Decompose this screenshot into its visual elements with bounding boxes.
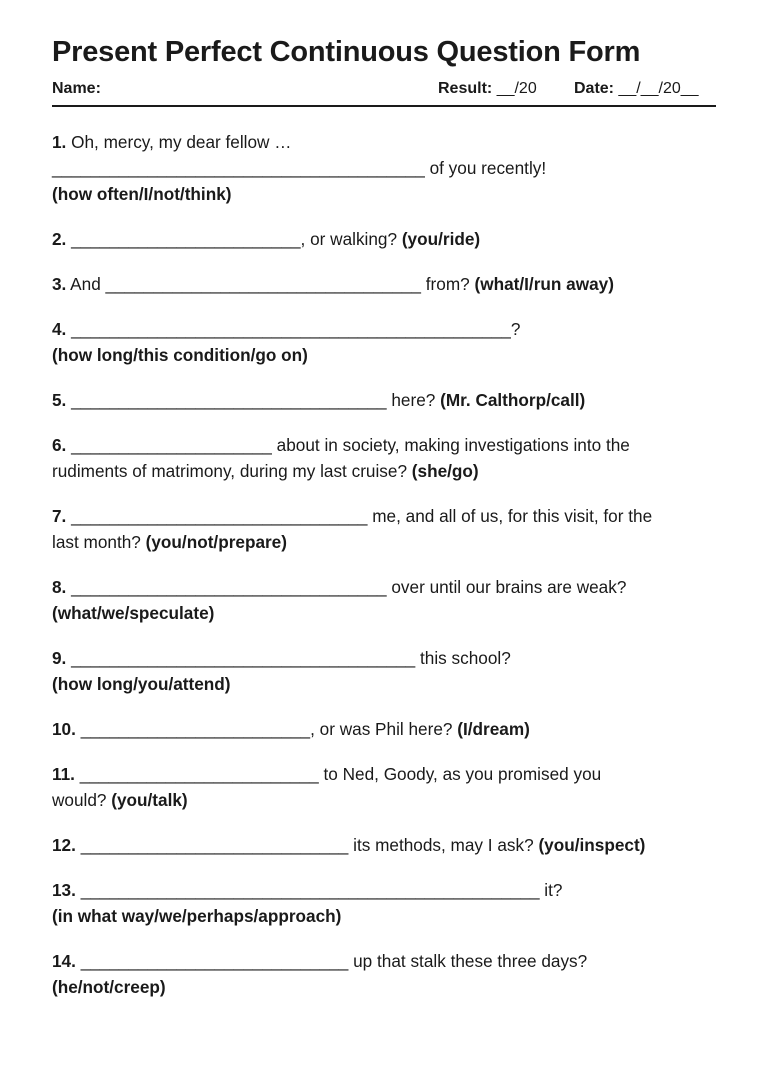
question-text: from? — [425, 274, 470, 294]
question-number: 5. — [52, 390, 67, 410]
question-text: last month? — [52, 532, 141, 552]
question-hint: (you/inspect) — [538, 835, 646, 855]
question-number: 11. — [52, 764, 75, 784]
result-label: Result: — [438, 80, 493, 97]
question-hint: (what/we/speculate) — [52, 603, 215, 623]
question-number: 3. — [52, 274, 67, 294]
question-9 — [52, 645, 716, 697]
answer-blank[interactable]: ________________________________________________ — [80, 880, 540, 900]
answer-blank[interactable]: _________________________________ — [71, 577, 387, 597]
question-3 — [52, 271, 716, 297]
question-number: 1. — [52, 132, 67, 152]
question-number: 2. — [52, 229, 67, 249]
question-text: me, and all of us, for this visit, for the — [372, 506, 653, 526]
question-number: 12. — [52, 835, 76, 855]
question-5 — [52, 387, 716, 413]
question-hint: (I/dream) — [457, 719, 530, 739]
question-hint: (you/talk) — [111, 790, 188, 810]
question-8 — [52, 574, 716, 626]
question-text: it? — [544, 880, 563, 900]
date-value: __/__/20__ — [618, 80, 699, 97]
question-6 — [52, 432, 716, 484]
question-text: to Ned, Goody, as you promised you — [323, 764, 602, 784]
question-hint: (in what way/we/perhaps/approach) — [52, 906, 342, 926]
result-field — [438, 80, 537, 98]
answer-blank[interactable]: ______________________________________________ — [71, 319, 511, 339]
answer-blank[interactable]: ________________________ — [71, 229, 301, 249]
answer-blank[interactable]: ____________________________________ — [71, 648, 416, 668]
question-text: over until our brains are weak? — [391, 577, 627, 597]
answer-blank[interactable]: ________________________ — [80, 719, 311, 739]
question-13 — [52, 877, 716, 929]
question-text: ? — [510, 319, 521, 339]
question-hint: (how often/I/not/think) — [52, 184, 232, 204]
question-hint: (how long/this condition/go on) — [52, 345, 308, 365]
question-4 — [52, 316, 716, 368]
answer-blank[interactable]: _______________________________ — [71, 506, 368, 526]
question-text: , or was Phil here? — [310, 719, 453, 739]
question-1 — [52, 129, 716, 207]
question-text: about in society, making investigations into the — [276, 435, 630, 455]
question-text: of you recently! — [429, 158, 547, 178]
answer-blank[interactable]: _________________________________ — [105, 274, 421, 294]
question-hint: (you/ride) — [401, 229, 481, 249]
question-2 — [52, 226, 716, 252]
question-number: 4. — [52, 319, 67, 339]
question-7 — [52, 503, 716, 555]
question-12 — [52, 832, 716, 858]
question-hint: (you/not/prepare) — [145, 532, 287, 552]
question-number: 14. — [52, 951, 76, 971]
result-value: __/20 — [496, 80, 537, 97]
question-text: rudiments of matrimony, during my last cruise? — [52, 461, 408, 481]
answer-blank[interactable]: _________________________________ — [71, 390, 387, 410]
question-14 — [52, 948, 716, 1000]
question-number: 7. — [52, 506, 67, 526]
question-text: And — [70, 274, 101, 294]
question-number: 10. — [52, 719, 76, 739]
name-label: Name: — [52, 80, 101, 97]
question-text: here? — [391, 390, 436, 410]
question-number: 8. — [52, 577, 67, 597]
question-hint: (how long/you/attend) — [52, 674, 231, 694]
question-text: , or walking? — [300, 229, 398, 249]
date-field — [574, 80, 699, 98]
question-text: Oh, mercy, my dear fellow … — [71, 132, 292, 152]
question-number: 6. — [52, 435, 67, 455]
question-10 — [52, 716, 716, 742]
answer-blank[interactable]: _______________________________________ — [52, 158, 425, 178]
question-hint: (what/I/run away) — [474, 274, 614, 294]
question-text: would? — [52, 790, 107, 810]
question-number: 13. — [52, 880, 76, 900]
question-hint: (he/not/creep) — [52, 977, 166, 997]
question-text: this school? — [420, 648, 511, 668]
page-title: Present Perfect Continuous Question Form — [52, 36, 641, 68]
header-row — [52, 80, 716, 100]
answer-blank[interactable]: _____________________ — [71, 435, 272, 455]
question-hint: (Mr. Calthorp/call) — [440, 390, 586, 410]
question-text: its methods, may I ask? — [353, 835, 534, 855]
answer-blank[interactable]: ____________________________ — [80, 835, 349, 855]
answer-blank[interactable]: _________________________ — [79, 764, 319, 784]
question-hint: (she/go) — [411, 461, 479, 481]
question-number: 9. — [52, 648, 67, 668]
header-divider — [52, 105, 716, 107]
answer-blank[interactable]: ____________________________ — [80, 951, 349, 971]
question-text: up that stalk these three days? — [353, 951, 588, 971]
date-label: Date: — [574, 80, 615, 97]
question-11 — [52, 761, 716, 813]
